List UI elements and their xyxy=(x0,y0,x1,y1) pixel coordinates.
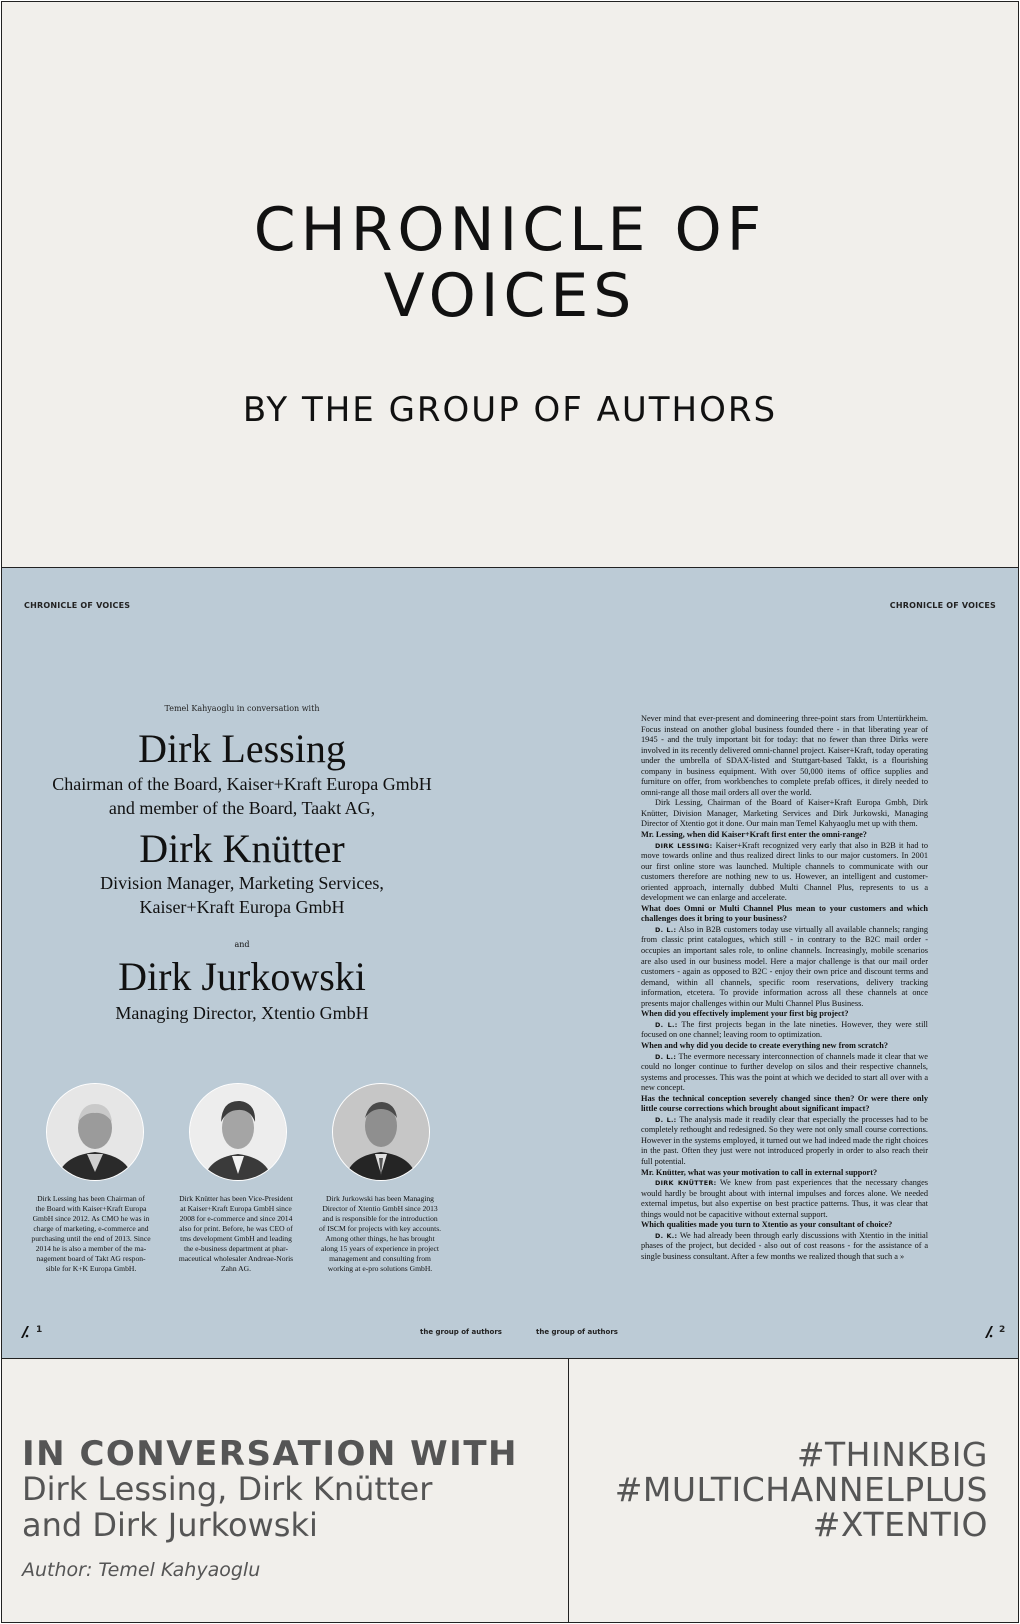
page-number-right: 2 xyxy=(999,1325,1006,1335)
hashtag: #MULTICHANNELPLUS xyxy=(614,1470,988,1509)
bio-line: Dirk Jurkowski has been Managing xyxy=(326,1194,434,1203)
speaker-label: DIRK LESSING: xyxy=(655,841,713,850)
author-credit: Author: Temel Kahyaoglu xyxy=(22,1559,261,1581)
speaker-label: D. L.: xyxy=(655,925,677,934)
bio-line: nagement board of Takt AG respon- xyxy=(36,1254,146,1263)
hashtag: #THINKBIG xyxy=(796,1435,988,1474)
article-question: Has the technical conception severely changed since then? Or were there only little course corrections which brought about significant impact? xyxy=(641,1093,928,1114)
bio-line: 2014 he is also a member of the ma- xyxy=(35,1244,147,1253)
article-question: Which qualities made you turn to Xtentio as your consultant of choice? xyxy=(641,1220,893,1230)
bio-line: Zahn AG. xyxy=(221,1264,251,1273)
speaker-label: D. L.: xyxy=(655,1115,677,1124)
person-role-lessing-1: Chairman of the Board, Kaiser+Kraft Europa GmbH xyxy=(52,774,432,794)
article-paragraph: Never mind that ever-present and domineering three-point stars from Untertürkheim. Focus instead on another global business founded there - in that liberating year of 1945 - and the truly important bit for today: that no fewer than three Dirks were involved in its recently delivered omni-channel project. Kaiser+Kraft, today operating under the umbrella of SDAX-listed and Stuttgart-based Takkt, is a flourishing company in business equipment. With over 50,000 items of office supplies and furniture on offer, from workbenches to complete prefab offices, it direly needed to omni-range all those mail orders all over the world. xyxy=(641,714,928,797)
article-answer: DIRK KNÜTTER: We knew from past experiences that the necessary changes would hardly be brought about with internal impulses and forces alone. We needed external impetus, but also expertise on best practice patterns. Thus, it was clear that things would not be capacitive without external support. xyxy=(641,1178,928,1219)
conversation-names xyxy=(22,1471,432,1543)
cover-subtitle: BY THE GROUP OF AUTHORS xyxy=(242,390,778,430)
cover-title-line2: VOICES xyxy=(383,261,637,331)
person-name-jurkowski: Dirk Jurkowski xyxy=(118,954,366,999)
article-answer: DIRK LESSING: Kaiser+Kraft recognized very early that also in B2B it had to move towards online and thus realized direct links to our major customers. In 2001 our first online store was launched. Multiple channels to communicate with our customers therefore are nothing new to us. However, an intelligent and customer-oriented approach, internally dubbed Multi Channel Plus, represents to us a development we can enlarge and accelerate. xyxy=(641,840,928,903)
footer-brand-right: the group of authors xyxy=(536,1328,618,1336)
bio-line: also for print. Before, he was CEO of xyxy=(179,1224,293,1233)
portrait-knuetter xyxy=(189,1083,287,1181)
bio-line: tms development GmbH and leading xyxy=(180,1234,292,1243)
cover-title-line1: CHRONICLE OF xyxy=(253,195,767,265)
hashtags-panel xyxy=(568,1358,1019,1623)
article-answer: D. L.: The first projects began in the late nineties. However, they were still focused on one channel; leaving room to optimization. xyxy=(641,1019,928,1040)
bio-line: sible for K+K Europa GmbH. xyxy=(45,1264,137,1273)
person-role-knuetter-2: Kaiser+Kraft Europa GmbH xyxy=(139,897,345,917)
speaker-label: D. L.: xyxy=(655,1052,677,1061)
bio-jurkowski xyxy=(318,1194,442,1274)
bio-line: GmbH since 2012. As CMO he was in xyxy=(32,1214,150,1223)
page-number-left: 1 xyxy=(36,1325,43,1335)
hashtag-list xyxy=(615,1437,988,1542)
running-head-left: CHRONICLE OF VOICES xyxy=(24,601,131,610)
bio-line: Among other things, he has brought xyxy=(325,1234,435,1243)
bio-line: Director of Xtentio GmbH since 2013 xyxy=(322,1204,438,1213)
article-body xyxy=(641,714,928,1262)
cover-title xyxy=(2,197,1018,329)
bio-knuetter xyxy=(174,1194,298,1274)
article-question: When and why did you decide to create everything new from scratch? xyxy=(641,1040,888,1050)
hashtag: #XTENTIO xyxy=(812,1505,988,1544)
bio-line: at Kaiser+Kraft Europa GmbH since xyxy=(180,1204,292,1213)
person-role-jurkowski-1: Managing Director, Xtentio GmbH xyxy=(115,1003,369,1023)
person-name-lessing: Dirk Lessing xyxy=(138,726,346,771)
conversation-names-line2: and Dirk Jurkowski xyxy=(22,1506,318,1544)
slash-logo-icon xyxy=(20,1323,30,1342)
bio-line: purchasing until the end of 2013. Since xyxy=(31,1234,151,1243)
article-answer: D. K.: We had already been through early discussions with Xtentio in the initial phases of the project, but decided - also out of cost reasons - for the assistance of a single business consultant. After a few months we realized though that such a » xyxy=(641,1230,929,1261)
footer-brand-left: the group of authors xyxy=(420,1328,502,1336)
person-role-lessing-2: and member of the Board, Taakt AG, xyxy=(108,798,376,818)
conversation-names-line1: Dirk Lessing, Dirk Knütter xyxy=(22,1470,433,1508)
person-name-knuetter: Dirk Knütter xyxy=(139,826,345,871)
and-connector: and xyxy=(234,940,250,949)
bio-line: and is responsible for the introduction xyxy=(322,1214,438,1223)
running-head-right: CHRONICLE OF VOICES xyxy=(889,601,996,610)
slash-logo-icon xyxy=(984,1323,994,1342)
portrait-lessing xyxy=(46,1083,144,1181)
article-answer: D. L.: The analysis made it readily clear that especially the processes had to be completely rethought and redesigned. So they were not only small course corrections. However in the systems employed, it turned out we had indeed made the right choices in the past. Often they just were not introduced properly in order to also reach their full potential. xyxy=(641,1114,928,1166)
speaker-label: DIRK KNÜTTER: xyxy=(655,1179,717,1188)
conversation-panel xyxy=(1,1358,569,1623)
bio-line: charge of marketing, e-commerce and xyxy=(33,1224,149,1233)
portrait-jurkowski xyxy=(332,1083,430,1181)
article-question: When did you effectively implement your first big project? xyxy=(641,1009,849,1019)
article-answer: D. L.: The evermore necessary interconnection of channels made it clear that we could no longer continue to further develop on silos and their respective channels, systems and processes. This was the point at which we decided to start all over with a new concept. xyxy=(641,1051,928,1093)
bio-line: the e-business department at phar- xyxy=(183,1244,288,1253)
bio-line: the Board with Kaiser+Kraft Europa xyxy=(35,1204,147,1213)
bio-lessing xyxy=(29,1194,153,1274)
bio-line: Dirk Knütter has been Vice-President xyxy=(179,1194,293,1203)
article-question: What does Omni or Multi Channel Plus mean to your customers and which challenges does it bring to your business? xyxy=(641,903,928,924)
bio-line: along 15 years of experience in project xyxy=(320,1244,440,1253)
speaker-label: D. K.: xyxy=(655,1231,678,1240)
magazine-spread xyxy=(1,567,1019,1359)
bio-line: Dirk Lessing has been Chairman of xyxy=(37,1194,145,1203)
speaker-label: D. L.: xyxy=(655,1020,678,1029)
conversation-heading: IN CONVERSATION WITH xyxy=(22,1434,518,1474)
cover-panel xyxy=(1,1,1019,568)
article-answer: D. L.: Also in B2B customers today use virtually all available channels; ranging from classic print catalogues, which still - in contrary to the B2C mail order - occupies an important sales role, to online channels. Increasingly, mobile scenarios are also used in our business model. Here a major challenge is that our mail order customers - again as opposed to B2C - enjoy their own price and discount terms and demand, within all channels, specific room reservations, delivery tracking information, etcetera. To provide information across all these channels at once presents major challenges within our Multi Channel Plus Business. xyxy=(641,924,928,1008)
bio-line: 2008 for e-commerce and since 2014 xyxy=(179,1214,293,1223)
intro-line: Temel Kahyaoglu in conversation with xyxy=(164,704,320,713)
bio-line: of ISCM for projects with key accounts. xyxy=(318,1224,442,1233)
article-question: Mr. Knütter, what was your motivation to call in external support? xyxy=(641,1167,878,1177)
person-role-knuetter-1: Division Manager, Marketing Services, xyxy=(100,873,384,893)
bio-line: maceutical wholesaler Andreae-Noris xyxy=(178,1254,294,1263)
bio-line: working at e-pro solutions GmbH. xyxy=(327,1264,433,1273)
bio-line: management and consulting from xyxy=(329,1254,431,1263)
article-question: Mr. Lessing, when did Kaiser+Kraft first enter the omni-range? xyxy=(641,830,867,840)
article-paragraph: Dirk Lessing, Chairman of the Board of Kaiser+Kraft Europa Gmbh, Dirk Knütter, Division Manager, Marketing Services and Dirk Jurkowski, Managing Director of Xtentio got it done. Our main man Temel Kahyaoglu met up with them. xyxy=(641,798,928,829)
